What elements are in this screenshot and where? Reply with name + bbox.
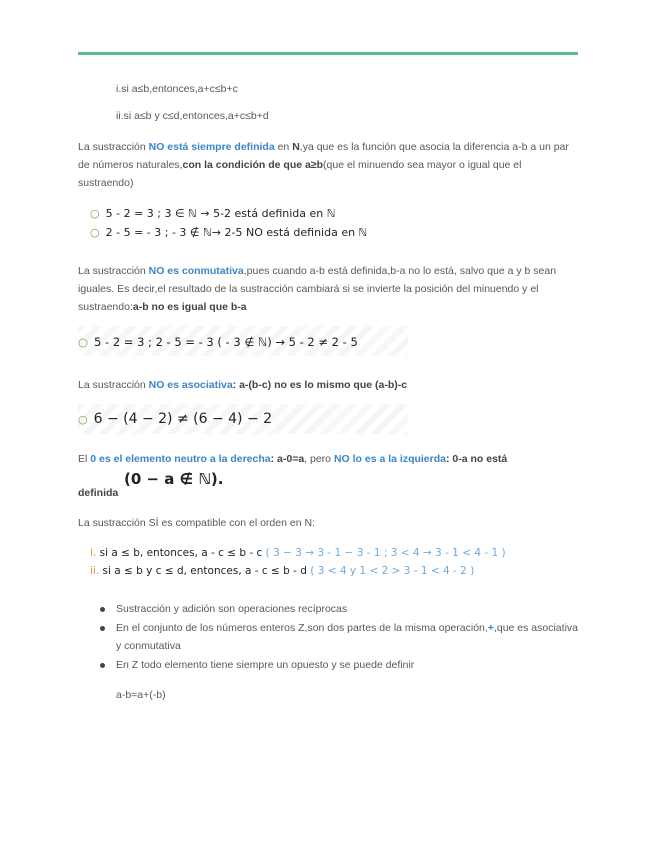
circle-bullet-icon: ○ bbox=[90, 226, 100, 239]
highlight: NO es conmutativa bbox=[148, 265, 244, 277]
text: , pero bbox=[304, 453, 334, 465]
paragraph-conmutativa bbox=[78, 262, 578, 316]
highlight: NO está siempre definida bbox=[148, 141, 275, 153]
emphasis: : a-(b-c) no es lo mismo que (a-b)-c bbox=[232, 379, 408, 391]
paragraph-asociativa bbox=[78, 376, 578, 394]
emphasis: : a-0=a bbox=[270, 453, 305, 465]
set-n: N bbox=[292, 141, 300, 153]
order-example: ( 3 − 3 → 3 - 1 − 3 - 1 ; 3 < 4 → 3 - 1 < 4 - 1 ) bbox=[262, 547, 506, 559]
text: en bbox=[274, 141, 293, 153]
order-example: ( 3 < 4 y 1 < 2 > 3 - 1 < 4 - 2 ) bbox=[306, 565, 475, 577]
header-rule bbox=[78, 52, 578, 55]
order-text: si a ≤ b y c ≤ d, entonces, a - c ≤ b - d bbox=[99, 565, 307, 577]
example-line bbox=[78, 410, 272, 429]
bullet-item bbox=[78, 619, 578, 655]
bullet-icon bbox=[100, 607, 105, 612]
example-text: 2 - 5 = - 3 ; - 3 ∉ ℕ→ 2-5 NO está definida en ℕ bbox=[105, 226, 368, 239]
emphasis: : 0-a no está bbox=[446, 453, 508, 465]
example-text: 5 - 2 = 3 ; 2 - 5 = - 3 ( - 3 ∉ ℕ) → 5 - 2 ≠ 2 - 5 bbox=[94, 335, 358, 349]
emphasis: definida bbox=[78, 487, 119, 499]
paragraph-neutro bbox=[78, 450, 578, 468]
bullet-text: Sustracción y adición son operaciones recíprocas bbox=[116, 603, 348, 615]
condition: con la condición de que a≥b bbox=[182, 159, 324, 171]
bullet-icon bbox=[100, 663, 105, 668]
paragraph-orden: La sustracción SÍ es compatible con el orden en N: bbox=[78, 517, 315, 529]
highlight: NO es asociativa bbox=[148, 379, 233, 391]
text: ,pues cuando a-b está definida,b-a no lo está, salvo que a y b sean iguales. Es decir,el resultado de la sustracción cambiará si se invierte la posición del minuendo y el sustraendo: bbox=[78, 265, 557, 313]
example-text: 5 - 2 = 3 ; 3 ∈ ℕ → 5-2 está definida en ℕ bbox=[105, 207, 336, 220]
formula-line: a-b=a+(-b) bbox=[116, 689, 166, 701]
order-line bbox=[90, 562, 474, 580]
bullet-icon bbox=[100, 626, 105, 631]
bullet-text: En Z todo elemento tiene siempre un opuesto y se puede definir bbox=[116, 659, 415, 671]
bullet-item bbox=[78, 656, 578, 674]
example-text: 6 − (4 − 2) ≠ (6 − 4) − 2 bbox=[93, 411, 273, 427]
circle-bullet-icon: ○ bbox=[78, 413, 88, 426]
bullet-text: ,que es asociativa y conmutativa bbox=[116, 622, 578, 652]
paragraph-definida bbox=[78, 138, 578, 192]
text: La sustracción bbox=[78, 379, 149, 391]
item-number: i. bbox=[90, 547, 97, 559]
formula: (0 − a ∉ ℕ). bbox=[124, 470, 224, 488]
bullet-text: En el conjunto de los números enteros Z,son dos partes de la misma operación, bbox=[116, 622, 488, 634]
example-line bbox=[90, 224, 367, 242]
highlight: NO lo es a la izquierda bbox=[333, 453, 446, 465]
text: La sustracción bbox=[78, 141, 149, 153]
text: (que el minuendo sea mayor o igual que el sustraendo) bbox=[78, 159, 522, 189]
plus-sign: + bbox=[487, 622, 494, 634]
example-line bbox=[78, 333, 358, 351]
list-item: ii.si a≤b y c≤d,entonces,a+c≤b+d bbox=[116, 110, 269, 122]
example-line bbox=[90, 205, 336, 223]
emphasis: a-b no es igual que b-a bbox=[132, 301, 247, 313]
bullet-item bbox=[78, 600, 578, 618]
circle-bullet-icon: ○ bbox=[78, 335, 89, 349]
list-item: i.si a≤b,entonces,a+c≤b+c bbox=[116, 83, 238, 95]
order-line bbox=[90, 544, 506, 562]
item-number: ii. bbox=[90, 565, 100, 577]
order-text: si a ≤ b, entonces, a - c ≤ b - c bbox=[96, 547, 263, 559]
zero: 0 bbox=[90, 453, 97, 465]
circle-bullet-icon: ○ bbox=[90, 207, 100, 220]
text: La sustracción bbox=[78, 265, 149, 277]
text: ,ya que es la función que asocia la diferencia a-b a un par de números naturales, bbox=[78, 141, 569, 171]
text: El bbox=[78, 453, 91, 465]
highlight: es el elemento neutro a la derecha bbox=[96, 453, 271, 465]
